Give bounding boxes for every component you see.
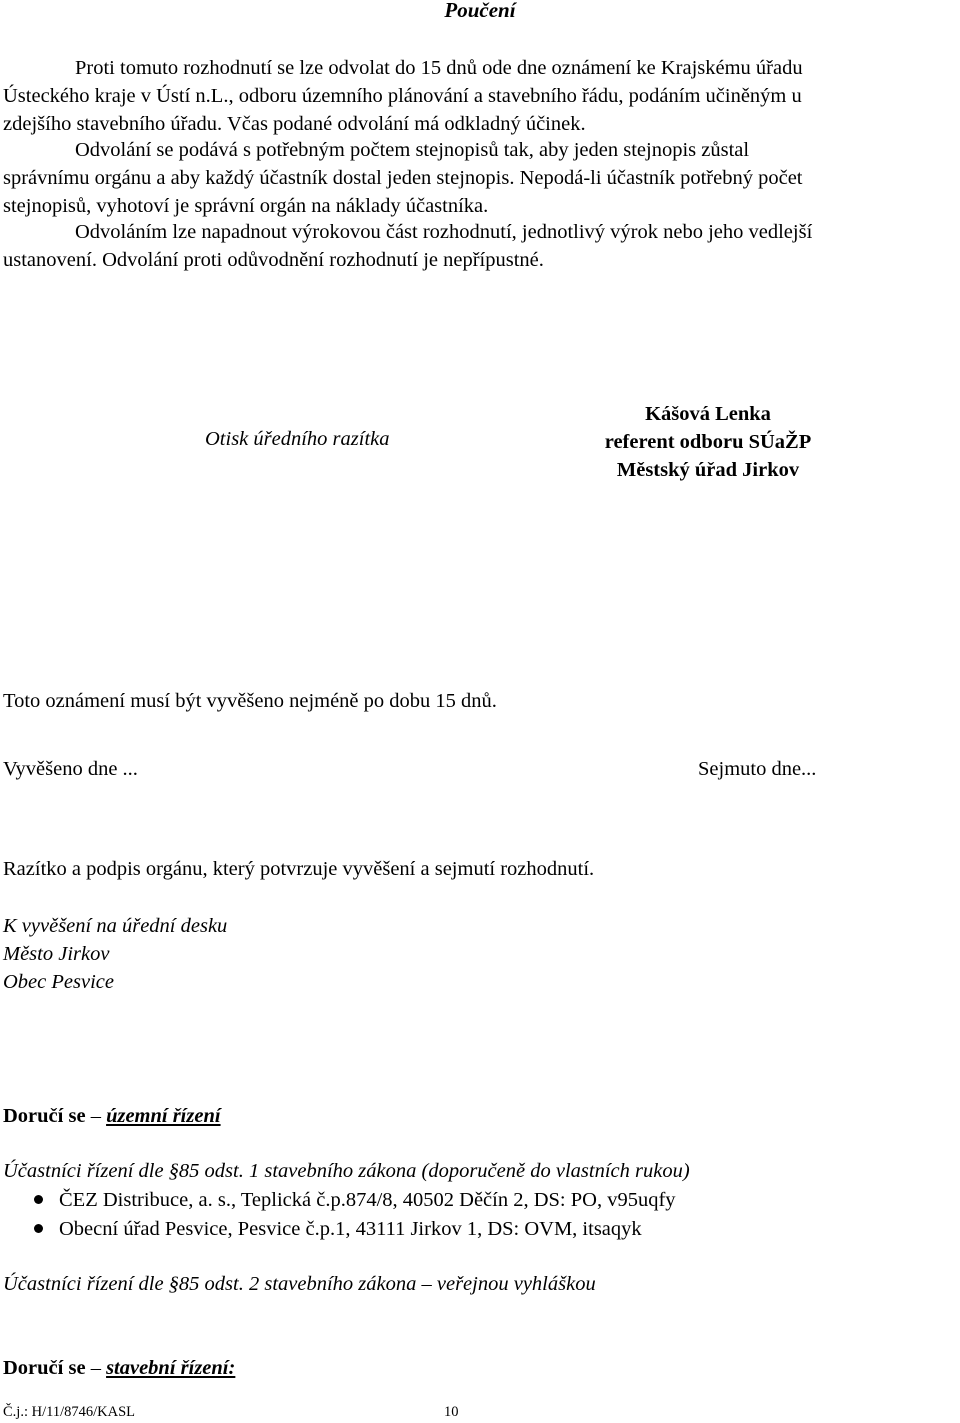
signatory-role: referent odboru SÚaŽP [604, 431, 812, 453]
list-item: Obecní úřad Pesvice, Pesvice č.p.1, 43111 Jirkov 1, DS: OVM, itsaqyk [34, 1218, 642, 1241]
list-item: ČEZ Distribuce, a. s., Teplická č.p.874/8, 40502 Děčín 2, DS: PO, v95uqfy [34, 1189, 676, 1212]
signatory-name: Kášová Lenka [645, 403, 771, 425]
stamp-placeholder-label: Otisk úředního razítka [205, 428, 390, 450]
removed-date-field: Sejmuto dne... [698, 758, 817, 780]
appeal-paragraph-1: Proti tomuto rozhodnutí se lze odvolat do 15 dnů ode dne oznámení ke Krajskému úřadu Ústeckého kraje v Ústí n.L., odboru územního plánování a stavebního řádu, podáním učiněným u zdejšího stavebního úřadu. Včas podané odvolání má odkladný účinek. [3, 57, 803, 135]
notice-board-list [3, 912, 227, 996]
reference-number: Č.j.: H/11/8746/KASL [3, 1404, 135, 1420]
signatory-block [560, 400, 856, 484]
appeal-paragraph-3: Odvoláním lze napadnout výrokovou část rozhodnutí, jednotlivý výrok nebo jeho vedlejší ustanovení. Odvolání proti odůvodnění rozhodnutí je nepřípustné. [3, 221, 813, 271]
page-number: 10 [444, 1404, 459, 1420]
posting-notice: Toto oznámení musí být vyvěšeno nejméně po dobu 15 dnů. [3, 690, 497, 712]
signatory-office: Městský úřad Jirkov [616, 459, 800, 481]
participants-group-1: Účastníci řízení dle §85 odst. 1 stavebního zákona (doporučeně do vlastních rukou) [3, 1160, 690, 1182]
participants-group-2: Účastníci řízení dle §85 odst. 2 stavebního zákona – veřejnou vyhláškou [3, 1273, 596, 1295]
notice-board-item: Město Jirkov [3, 943, 110, 965]
posted-date-field: Vyvěšeno dne ... [3, 758, 138, 780]
bullet-icon [34, 1195, 43, 1204]
stamp-confirmation-note: Razítko a podpis orgánu, který potvrzuje vyvěšení a sejmutí rozhodnutí. [3, 858, 595, 880]
delivery-building-heading: Doručí se – stavební řízení: [3, 1357, 236, 1379]
bullet-icon [34, 1224, 43, 1233]
notice-board-item: Obec Pesvice [3, 971, 114, 993]
section-heading: Poučení [444, 0, 516, 22]
notice-board-heading: K vyvěšení na úřední desku [3, 915, 228, 937]
appeal-paragraph-2: Odvolání se podává s potřebným počtem stejnopisů tak, aby jeden stejnopis zůstal správnímu orgánu a aby každý účastník dostal jeden stejnopis. Nepodá-li účastník potřebný počet stejnopisů, vyhotoví je správní orgán na náklady účastníka. [3, 139, 803, 217]
delivery-territorial-heading: Doručí se – územní řízení [3, 1105, 221, 1127]
